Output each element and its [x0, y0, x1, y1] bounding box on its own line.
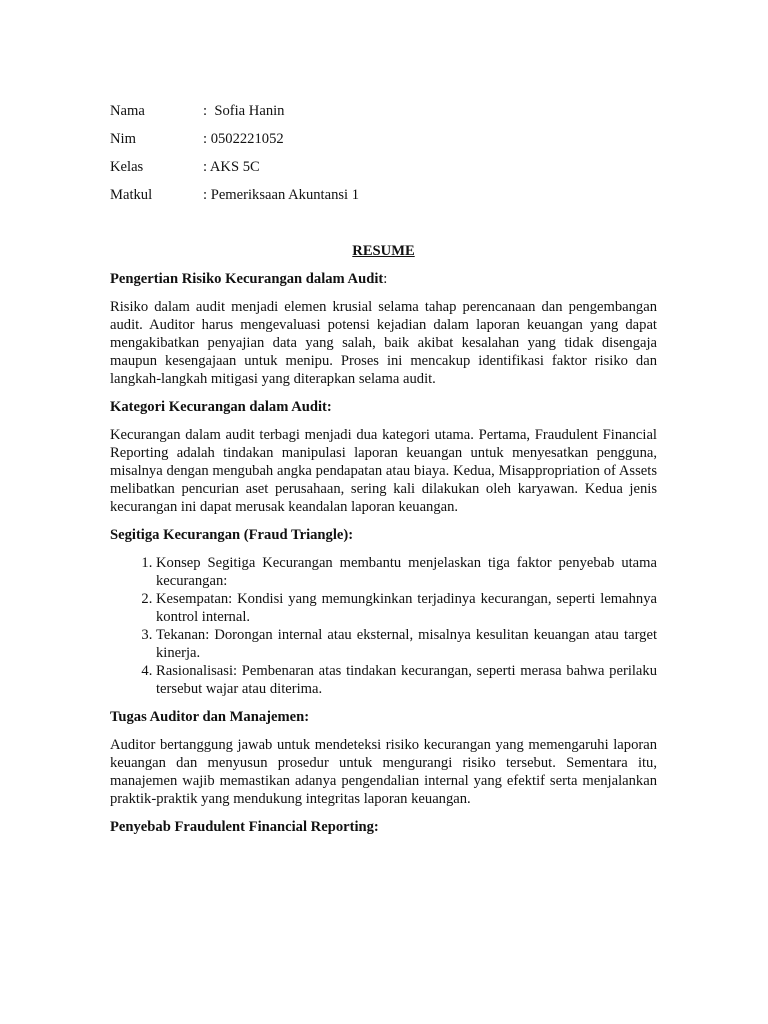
info-row-nim — [110, 130, 359, 158]
info-value: : Sofia Hanin — [203, 103, 285, 119]
section-paragraph: Auditor bertanggung jawab untuk mendeteksi risiko kecurangan yang memengaruhi laporan keuangan dan menyusun prosedur untuk mengurangi risiko tersebut. Sementara itu, manajemen wajib memastikan adanya pengendalian internal yang efektif serta menjalankan praktik-praktik yang mendukung integritas laporan keuangan. — [110, 737, 657, 807]
list-item: 4. Rasionalisasi: Pembenaran atas tindakan kecurangan, seperti merasa bahwa perilaku tersebut wajar atau diterima. — [156, 662, 657, 698]
info-row-matkul — [110, 186, 359, 214]
info-row-nama — [110, 102, 359, 130]
section-heading: Penyebab Fraudulent Financial Reporting: — [110, 819, 379, 835]
fraud-triangle-list — [110, 554, 657, 698]
resume-content — [110, 242, 657, 846]
info-value: : 0502221052 — [203, 131, 284, 147]
section-heading-text: Pengertian Risiko Kecurangan dalam Audit — [110, 271, 384, 287]
section-heading: Tugas Auditor dan Manajemen: — [110, 709, 310, 725]
student-info — [110, 102, 359, 214]
section-heading — [110, 270, 657, 288]
section-paragraph: Kecurangan dalam audit terbagi menjadi dua kategori utama. Pertama, Fraudulent Financial Reporting adalah tindakan manipulasi laporan keuangan untuk menyesatkan pengguna, misalnya dengan mengubah angka pendapatan atau biaya. Kedua, Misappropriation of Assets melibatkan pencurian aset perusahaan, sering kali dilakukan oleh karyawan. Kedua jenis kecurangan ini dapat merusak keandalan laporan keuangan. — [110, 427, 657, 515]
section-heading: Segitiga Kecurangan (Fraud Triangle): — [110, 527, 354, 543]
info-label: Kelas — [110, 159, 144, 175]
section-heading: Kategori Kecurangan dalam Audit: — [110, 399, 332, 415]
section-paragraph: Risiko dalam audit menjadi elemen krusial selama tahap perencanaan dan pengembangan audit. Auditor harus mengevaluasi potensi kejadian dalam laporan keuangan yang dapat mengakibatkan penyajian data yang salah, baik akibat kesalahan yang tidak disengaja maupun kesengajaan untuk menipu. Proses ini mencakup identifikasi faktor risiko dan langkah-langkah mitigasi yang diterapkan selama audit. — [110, 299, 657, 387]
list-item: 3. Tekanan: Dorongan internal atau eksternal, misalnya kesulitan keuangan atau target kinerja. — [156, 626, 657, 662]
info-label: Nama — [110, 103, 145, 119]
info-label: Matkul — [110, 187, 153, 203]
list-item: 1. Konsep Segitiga Kecurangan membantu menjelaskan tiga faktor penyebab utama kecurangan: — [156, 554, 657, 590]
info-value: : AKS 5C — [203, 159, 260, 175]
info-value: : Pemeriksaan Akuntansi 1 — [203, 187, 360, 203]
info-row-kelas — [110, 158, 359, 186]
section-heading-colon: : — [383, 271, 388, 287]
document-title: RESUME — [352, 243, 415, 259]
list-item: 2. Kesempatan: Kondisi yang memungkinkan terjadinya kecurangan, seperti lemahnya kontrol internal. — [156, 590, 657, 626]
info-label: Nim — [110, 131, 136, 147]
